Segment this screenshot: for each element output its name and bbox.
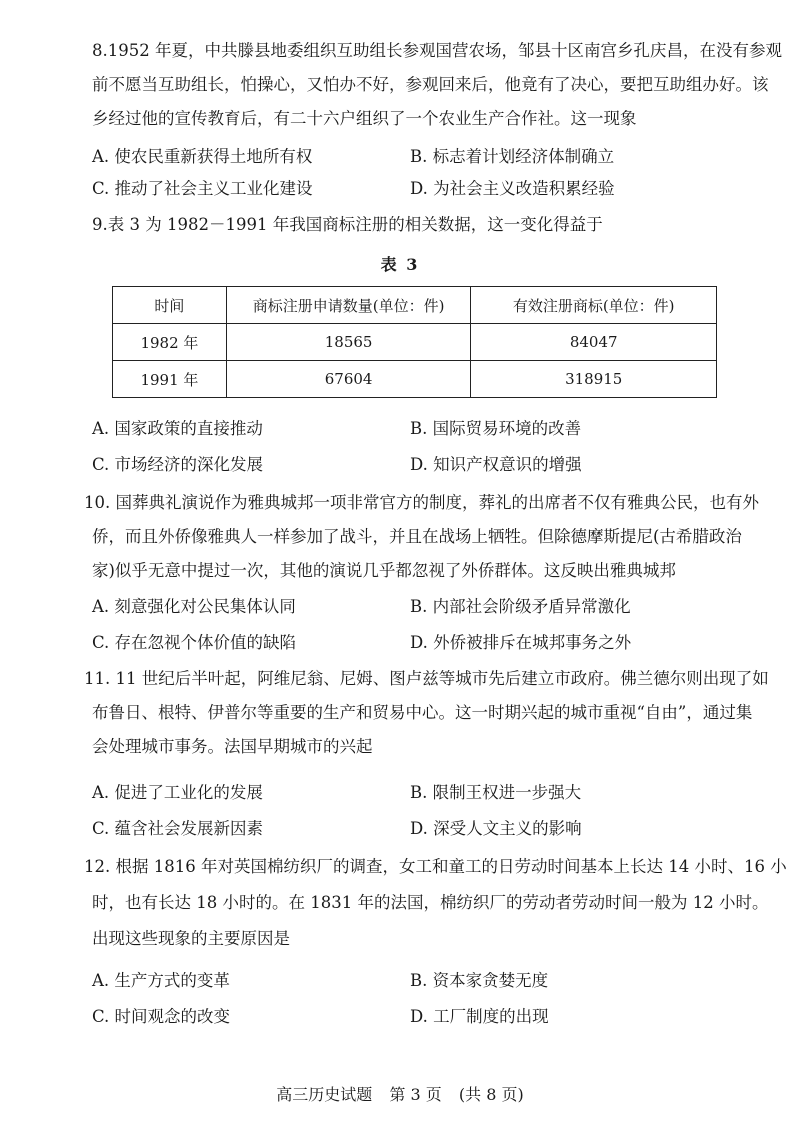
footer-total-pages: (共 8 页) [458,1085,524,1104]
question-10-option-d[interactable]: D. 外侨被排斥在城邦事务之外 [410,633,632,652]
question-11-option-b[interactable]: B. 限制王权进一步强大 [410,783,582,802]
question-11-line-3: 会处理城市事务。法国早期城市的兴起 [92,737,373,756]
table-cell: 1991 年 [113,361,227,398]
table-row [113,361,717,398]
question-9-option-c[interactable]: C. 市场经济的深化发展 [92,455,264,474]
table-cell: 67604 [226,361,471,398]
footer-page-number: 第 3 页 [389,1085,442,1104]
table-cell: 1982 年 [113,324,227,361]
question-8-line-3: 乡经过他的宣传教育后，有二十六户组织了一个农业生产合作社。这一现象 [92,109,637,128]
page-footer [0,1082,800,1105]
question-10-line-3: 家)似乎无意中提过一次，其他的演说几乎都忽视了外侨群体。这反映出雅典城邦 [92,561,676,580]
question-8-line-2: 前不愿当互助组长，怕操心，又怕办不好，参观回来后，他竟有了决心，要把互助组办好。该 [92,75,769,94]
table-header-cell: 时间 [113,287,227,324]
question-11-option-c[interactable]: C. 蕴含社会发展新因素 [92,819,264,838]
question-11-option-d[interactable]: D. 深受人文主义的影响 [410,819,582,838]
table-cell: 318915 [471,361,717,398]
table-header-row [113,287,717,324]
table-caption: 表 3 [380,255,420,274]
table-header-cell: 有效注册商标(单位：件) [471,287,717,324]
question-9-line-1: 9.表 3 为 1982－1991 年我国商标注册的相关数据，这一变化得益于 [92,215,603,234]
question-10-line-1: 10. 国葬典礼演说作为雅典城邦一项非常官方的制度，葬礼的出席者不仅有雅典公民，也有外 [84,493,759,512]
question-12-option-d[interactable]: D. 工厂制度的出现 [410,1007,549,1026]
question-12-option-a[interactable]: A. 生产方式的变革 [92,971,230,990]
table-row [113,324,717,361]
question-8-option-d[interactable]: D. 为社会主义改造积累经验 [410,179,615,198]
question-12-option-c[interactable]: C. 时间观念的改变 [92,1007,231,1026]
question-10-line-2: 侨，而且外侨像雅典人一样参加了战斗，并且在战场上牺牲。但除德摩斯提尼(古希腊政治 [92,527,742,546]
question-9-option-a[interactable]: A. 国家政策的直接推动 [92,419,263,438]
question-12-line-1: 12. 根据 1816 年对英国棉纺织厂的调查，女工和童工的日劳动时间基本上长达 14 小时、16 小 [84,857,787,876]
question-12-line-3: 出现这些现象的主要原因是 [92,929,290,948]
trademark-table [112,286,717,398]
question-8-option-c[interactable]: C. 推动了社会主义工业化建设 [92,179,313,198]
question-8-line-1: 8.1952 年夏，中共滕县地委组织互助组长参观国营农场，邹县十区南宫乡孔庆昌，在没有参观 [92,41,782,60]
table-cell: 18565 [226,324,471,361]
question-12-line-2: 时，也有长达 18 小时的。在 1831 年的法国，棉纺织厂的劳动者劳动时间一般为 12 小时。 [92,893,769,912]
table-header-cell: 商标注册申请数量(单位：件) [226,287,471,324]
question-8-option-a[interactable]: A. 使农民重新获得土地所有权 [92,147,313,166]
footer-subject: 高三历史试题 [276,1085,373,1104]
question-12-option-b[interactable]: B. 资本家贪婪无度 [410,971,549,990]
question-11-option-a[interactable]: A. 促进了工业化的发展 [92,783,263,802]
question-8-option-b[interactable]: B. 标志着计划经济体制确立 [410,147,615,166]
question-9-option-b[interactable]: B. 国际贸易环境的改善 [410,419,582,438]
question-11-line-1: 11. 11 世纪后半叶起，阿维尼翁、尼姆、图卢兹等城市先后建立市政府。佛兰德尔则出现了如 [84,669,769,688]
question-10-option-a[interactable]: A. 刻意强化对公民集体认同 [92,597,296,616]
question-10-option-b[interactable]: B. 内部社会阶级矛盾异常激化 [410,597,631,616]
table-cell: 84047 [471,324,717,361]
question-10-option-c[interactable]: C. 存在忽视个体价值的缺陷 [92,633,297,652]
question-11-line-2: 布鲁日、根特、伊普尔等重要的生产和贸易中心。这一时期兴起的城市重视“自由”，通过集 [92,703,753,722]
question-9-option-d[interactable]: D. 知识产权意识的增强 [410,455,582,474]
